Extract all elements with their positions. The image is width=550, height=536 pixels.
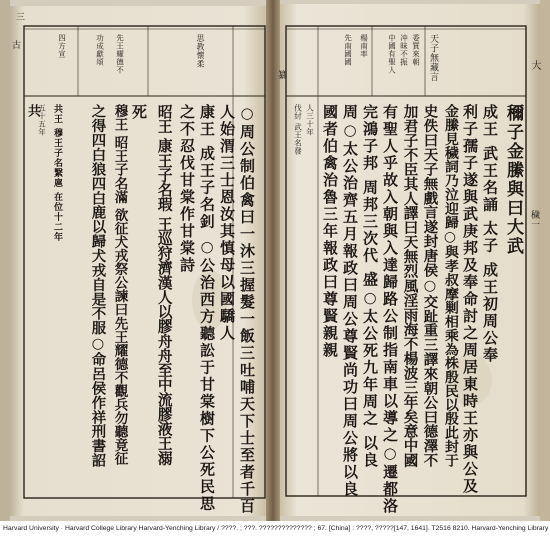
right-text-column: 伐紂 武王名發: [293, 104, 303, 155]
right-text-column: 國者伯禽治魯三年報政曰尊賢親親: [321, 104, 339, 359]
left-header-label: 先王耀德不: [115, 34, 125, 74]
left-header-label: 功成獻頌: [95, 34, 105, 66]
right-text-column: 成王 武王名誦 太子 成王初周公奉: [481, 104, 499, 364]
left-text-column: 昭王 康王子名瑕 王巡狩濟漢人以膠舟舟至中流膠液王溺: [155, 104, 173, 466]
left-text-column: 之不忍伐甘棠作甘棠詩: [178, 104, 196, 274]
spine-mark-right: 大: [529, 60, 540, 71]
left-text-column: 五十五年: [37, 104, 47, 136]
right-header-label: 先南國國: [343, 34, 353, 66]
left-text-column: ○周公制伯禽曰一沐三握髮一飯三吐哺天下士至者千百: [238, 104, 256, 515]
right-title-entry: 穪子金縢與曰大武: [503, 104, 523, 256]
left-header-label: 思教懷柔: [196, 34, 205, 68]
right-header-label: 楊南率: [359, 34, 369, 58]
right-text-column: 史佚曰天子無戲言遂封唐侯○交趾重三譯來朝公曰德澤不: [421, 104, 439, 468]
right-text-column: 有聖人乎故入朝與入達歸路公制指南車以導之○遷都洛: [381, 104, 399, 515]
page-mark-top-left: 三: [14, 12, 24, 22]
left-text-column: 穆王 昭王子名滿 欲征犬戎祭公諫曰先王耀德不觀兵勿聽竟征: [111, 104, 128, 466]
left-side-label: 死: [130, 104, 148, 121]
left-side-label: 共: [25, 104, 40, 119]
right-text-column: 加君子不臣其人譯曰天無烈風淫雨海不楊波三年矣意中國: [401, 104, 419, 468]
right-header-label: 中國有聖人: [387, 34, 397, 74]
right-text-column: 周○太公治齊五月報政曰周公尊賢尚功曰周公將以良: [341, 104, 359, 498]
left-text-column: 康王 成王子名釗 ○公治西方聽訟于甘棠樹下公死民思: [198, 104, 216, 513]
left-text-column: 共王 穆王子名繄扈 在位十二年: [52, 104, 62, 243]
right-header-label: 天子無藏言: [428, 34, 438, 82]
right-text-column: 金縢見穢詞乃泣迎歸○與孝叔摩剿相乘為株殷民以殷此封于: [441, 104, 458, 467]
page-mark-right: 穢一: [529, 210, 539, 229]
right-text-column: 利子孺子遂與武庚邦及奉命討之周居東時王亦與公及: [461, 104, 479, 495]
left-text-column: 人始渭三士恩汝其慎母以國驕人: [218, 104, 236, 342]
spine-mark-left: 古: [10, 40, 20, 50]
left-text-column: 之得四白狼四白鹿以歸犬戎自是不服○命呂侯作祥刑書詔: [89, 104, 107, 468]
right-header-label: 冲昧不振: [399, 34, 409, 66]
spine-mark-center: 纂: [276, 70, 286, 80]
right-header-label: 委質來朝: [411, 34, 421, 66]
library-attribution: Harvard University · Harvard College Library Harvard-Yenching Library / ????. ; ???. ?????????????? ; 67. [China] : ????, ?????[147, 1641]. T2516 8210. Harvard-Yenching Library: [0, 521, 550, 536]
left-header-label: 四方宣: [57, 34, 67, 58]
right-text-column: 完鴻子邦 周邦三次代 盛○太公死九年周之 以良: [361, 104, 379, 469]
right-text-column: 人三十年: [305, 104, 315, 136]
